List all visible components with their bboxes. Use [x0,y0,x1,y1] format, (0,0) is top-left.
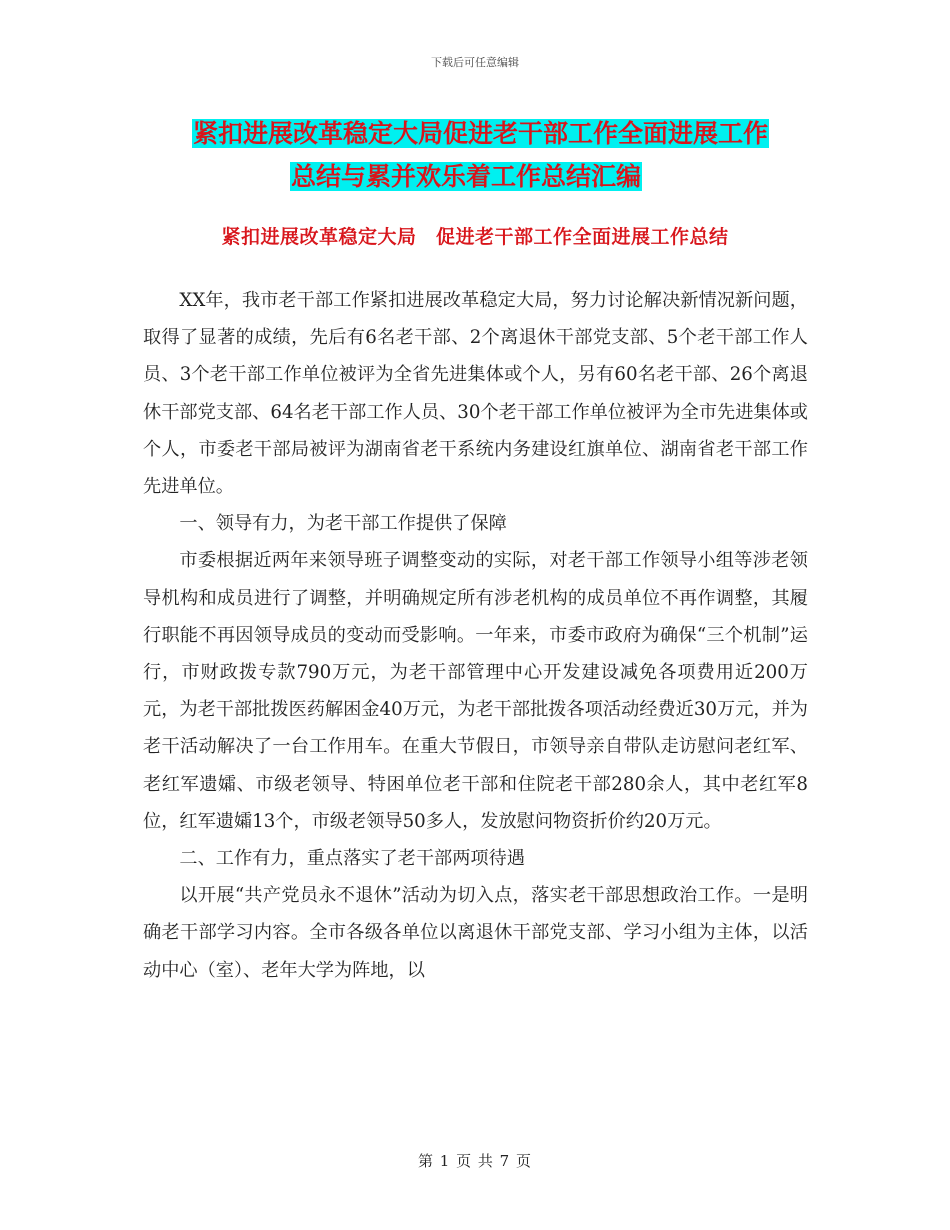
header-note: 下载后可任意编辑 [431,56,519,69]
title-line-1: 紧扣进展改革稳定大局促进老干部工作全面进展工作 [193,119,769,148]
section-title: 紧扣进展改革稳定大局 促进老干部工作全面进展工作总结 [221,226,729,248]
title-line-2: 总结与累并欢乐着工作总结汇编 [291,162,642,191]
body-text [143,282,808,989]
paragraph-leadership: 市委根据近两年来领导班子调整变动的实际，对老干部工作领导小组等涉老领导机构和成员进行了调整，并明确规定所有涉老机构的成员单位不再作调整，其履行职能不再因领导成员的变动而受影响。一年来，市委市政府为确保“三个机制”运行，市财政拨专款790万元，为老干部管理中心开发建设减免各项费用近200万元，为老干部批拨医药解困金40万元，为老干部批拨各项活动经费近30万元，并为老干活动解决了一台工作用车。在重大节假日，市领导亲自带队走访慰问老红军、老红军遗孀、市级老领导、特困单位老干部和住院老干部280余人，其中老红军8位，红军遗孀13个，市级老领导50多人，发放慰问物资折价约20万元。 [143,550,808,832]
document-title [140,112,820,198]
page-number: 第 1 页 共 7 页 [418,1152,532,1170]
paragraph-work: 以开展“共产党员永不退休”活动为切入点，落实老干部思想政治工作。一是明确老干部学习内容。全市各级各单位以离退休干部党支部、学习小组为主体，以活动中心（室）、老年大学为阵地，以 [143,885,808,981]
heading-leadership: 一、领导有力，为老干部工作提供了保障 [179,513,507,535]
heading-work: 二、工作有力，重点落实了老干部两项待遇 [179,848,525,870]
paragraph-intro: XX年，我市老干部工作紧扣进展改革稳定大局，努力讨论解决新情况新问题，取得了显著的成绩，先后有6名老干部、2个离退休干部党支部、5个老干部工作人员、3个老干部工作单位被评为全省先进集体或个人，另有60名老干部、26个离退休干部党支部、64名老干部工作人员、30个老干部工作单位被评为全市先进集体或个人，市委老干部局被评为湖南省老干系统内务建设红旗单位、湖南省老干部工作先进单位。 [143,290,808,498]
